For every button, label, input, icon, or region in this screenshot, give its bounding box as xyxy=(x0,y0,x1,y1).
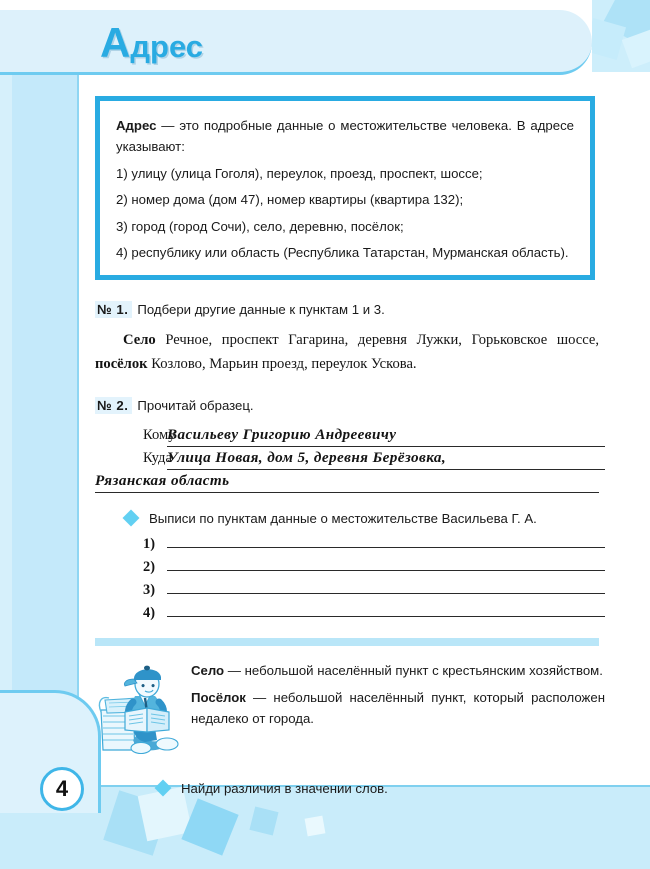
page-title xyxy=(100,19,204,66)
definition-line: 4) республику или область (Республика Татарстан, Мурманская область). xyxy=(116,244,569,260)
answer-blank-lines xyxy=(95,536,605,622)
section-divider xyxy=(95,638,599,646)
definition-line: 2) номер дома (дом 47), номер квартиры (квартира 132); xyxy=(116,192,464,208)
content-column xyxy=(95,96,605,798)
left-margin-stripe xyxy=(0,75,12,780)
deco-square xyxy=(249,806,278,835)
exercise-1-body: Село Речное, проспект Гагарина, деревня Лужки, Горьковское шоссе, посёлок Козлово, Марьин проезд, переулок Ускова. xyxy=(95,332,599,372)
answer-row xyxy=(95,559,605,576)
page-title-capital: А xyxy=(100,19,131,66)
answer-row xyxy=(95,605,605,622)
definition-box xyxy=(95,96,595,280)
top-right-decoration xyxy=(592,0,650,72)
deco-square xyxy=(181,798,238,855)
vocabulary-line: Село — небольшой населённый пункт с крестьянским хозяйством. xyxy=(191,663,603,679)
sample-value-to: Васильеву Григорию Андреевичу xyxy=(167,426,605,447)
definition-line: 1) улицу (улица Гоголя), переулок, проезд, проспект, шоссе; xyxy=(116,165,483,181)
exercise-2-task xyxy=(95,509,605,528)
answer-number: 2) xyxy=(143,559,155,576)
diamond-bullet-icon xyxy=(155,780,172,797)
answer-row xyxy=(95,582,605,599)
vocabulary-info-block xyxy=(95,656,605,767)
exercise-2-prompt: Прочитай образец. xyxy=(137,398,254,414)
answer-number: 1) xyxy=(143,536,155,553)
page-number: 4 xyxy=(40,767,84,811)
sample-row-destination xyxy=(95,449,605,470)
sample-letter-address xyxy=(95,426,605,493)
sample-row-recipient xyxy=(95,426,605,447)
left-margin-band xyxy=(0,75,79,780)
vocabulary-line: Посёлок — небольшой населённый пункт, который расположен недалеко от города. xyxy=(191,689,605,727)
definition-line: 3) город (город Сочи), село, деревню, посёлок; xyxy=(116,218,404,234)
definition-line: Адрес — это подробные данные о местожительстве человека. В адресе указывают: xyxy=(116,118,574,155)
answer-write-line[interactable] xyxy=(167,559,605,571)
answer-write-line[interactable] xyxy=(167,605,605,617)
answer-write-line[interactable] xyxy=(167,536,605,548)
exercise-2-number: № 2. xyxy=(95,397,132,414)
page-title-rest: дрес xyxy=(130,29,204,64)
sample-label-to: Кому xyxy=(143,427,176,444)
vocabulary-text xyxy=(191,656,605,767)
diamond-bullet-icon xyxy=(123,510,140,527)
header-band xyxy=(0,10,592,75)
final-task xyxy=(95,779,605,798)
answer-row xyxy=(95,536,605,553)
boy-reading-newspaper-illustration xyxy=(95,656,191,767)
exercise-1-header xyxy=(95,300,605,320)
answer-write-line[interactable] xyxy=(167,582,605,594)
exercise-1-prompt: Подбери другие данные к пунктам 1 и 3. xyxy=(137,302,385,318)
sample-value-where-continued: Рязанская область xyxy=(95,472,599,493)
answer-number: 3) xyxy=(143,582,155,599)
sample-label-where: Куда xyxy=(143,450,172,467)
answer-number: 4) xyxy=(143,605,155,622)
exercise-1-number: № 1. xyxy=(95,301,132,318)
exercise-2-header xyxy=(95,396,605,416)
deco-square xyxy=(305,816,326,837)
sample-value-where: Улица Новая, дом 5, деревня Берёзовка, xyxy=(167,449,605,470)
final-task-text: Найди различия в значении слов. xyxy=(181,781,388,797)
exercise-2-task-text: Выписи по пунктам данные о местожительстве Васильева Г. А. xyxy=(149,511,537,527)
